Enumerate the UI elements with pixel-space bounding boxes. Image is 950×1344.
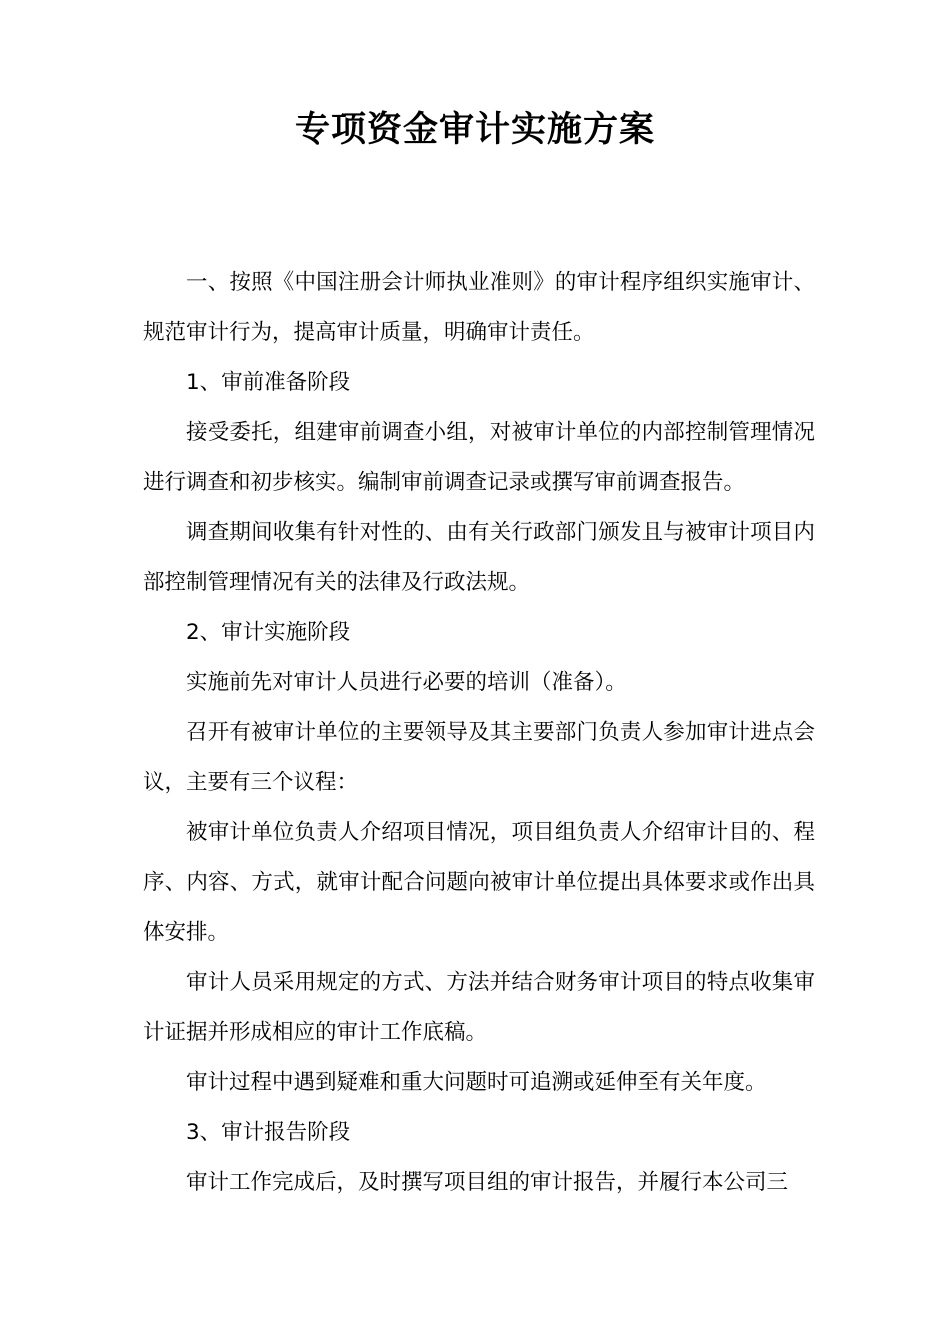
paragraph-implementation-evidence: 审计人员采用规定的方式、方法并结合财务审计项目的特点收集审计证据并形成相应的审计工作底稿。: [143, 970, 815, 1045]
section-heading-report: 3、审计报告阶段: [186, 1120, 351, 1145]
paragraph-report-completion: 审计工作完成后，及时撰写项目组的审计报告，并履行本公司三: [186, 1170, 789, 1195]
paragraph-preparation-investigation: 调查期间收集有针对性的、由有关行政部门颁发且与被审计项目内部控制管理情况有关的法律及行政法规。: [143, 520, 815, 595]
paragraph-preparation-commission: 接受委托，组建审前调查小组，对被审计单位的内部控制管理情况进行调查和初步核实。编制审前调查记录或撰写审前调查报告。: [143, 420, 815, 495]
paragraph-implementation-agenda: 被审计单位负责人介绍项目情况，项目组负责人介绍审计目的、程序、内容、方式，就审计配合问题向被审计单位提出具体要求或作出具体安排。: [143, 820, 815, 945]
section-heading-preparation: 1、审前准备阶段: [186, 370, 351, 395]
document-body: [143, 258, 815, 1208]
paragraph-intro: 一、按照《中国注册会计师执业准则》的审计程序组织实施审计、规范审计行为，提高审计质量，明确审计责任。: [143, 270, 815, 345]
paragraph-implementation-meeting: 召开有被审计单位的主要领导及其主要部门负责人参加审计进点会议，主要有三个议程：: [143, 720, 815, 795]
document-title: 专项资金审计实施方案: [294, 110, 655, 150]
paragraph-implementation-training: 实施前先对审计人员进行必要的培训（准备）。: [186, 670, 627, 695]
section-heading-implementation: 2、审计实施阶段: [186, 620, 351, 645]
paragraph-implementation-issues: 审计过程中遇到疑难和重大问题时可追溯或延伸至有关年度。: [186, 1070, 767, 1095]
